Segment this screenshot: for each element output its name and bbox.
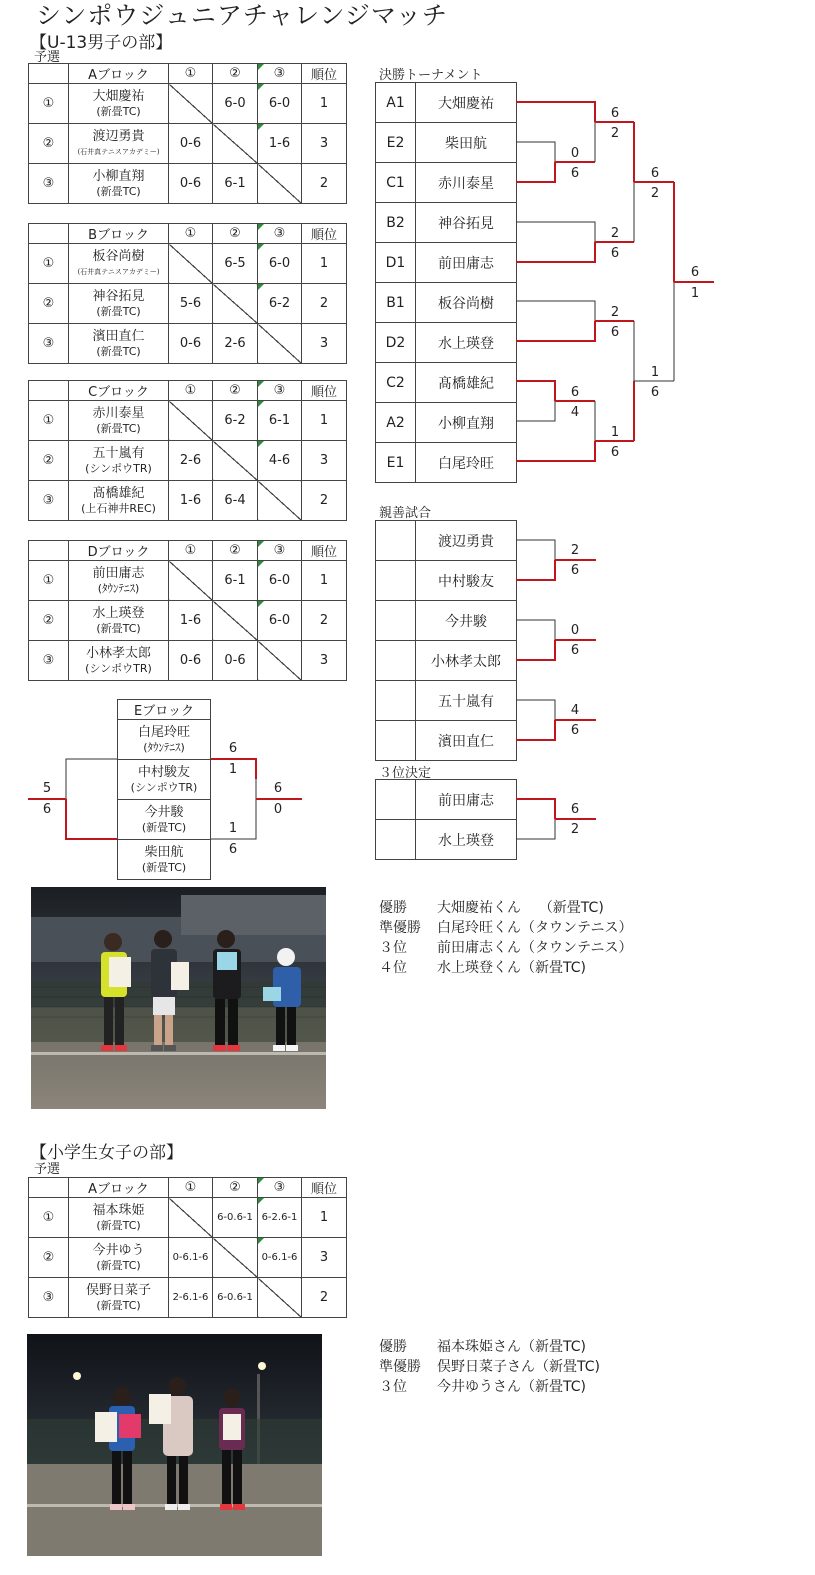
score-label: 6 xyxy=(610,325,620,340)
score-label: 6 xyxy=(570,385,580,400)
block-name: Aブロック xyxy=(69,64,169,84)
score-label: 6 xyxy=(228,741,238,756)
row-number: ② xyxy=(29,1238,69,1278)
block-header-blank xyxy=(29,1178,69,1198)
block-col-header: ③ xyxy=(258,224,302,244)
score-cell: 0-6.1-6 xyxy=(169,1238,213,1278)
seed-cell: D2 xyxy=(376,323,416,363)
score-cell: 6-0 xyxy=(258,561,302,601)
block-col-header: 順位 xyxy=(302,1178,347,1198)
score-cell: 6-0 xyxy=(258,84,302,124)
player-name: 俣野日菜子 xyxy=(85,1282,151,1298)
score-label: 4 xyxy=(570,405,580,420)
score-cell: 6-1 xyxy=(213,164,258,204)
player-club: (新畳TC) xyxy=(96,104,141,118)
score-label: 6 xyxy=(570,723,580,738)
score-cell: 6-0 xyxy=(258,244,302,284)
rank-cell: 2 xyxy=(302,284,347,324)
block-col-header: ③ xyxy=(258,64,302,84)
score-cell: 6-1 xyxy=(213,561,258,601)
block-col-header: ① xyxy=(169,381,213,401)
score-label: 2 xyxy=(610,226,620,241)
player-name: 髙橋雄紀 xyxy=(92,485,145,501)
girls-results xyxy=(379,1337,600,1397)
u13-winners-photo xyxy=(31,887,326,1109)
seed-cell: A1 xyxy=(376,83,416,123)
block-e-name: Eブロック xyxy=(118,700,211,720)
score-cell: 1-6 xyxy=(169,481,213,521)
seed-cell: B1 xyxy=(376,283,416,323)
rank-cell: 2 xyxy=(302,1278,347,1318)
seed-cell: E1 xyxy=(376,443,416,483)
score-cell: 6-5 xyxy=(213,244,258,284)
player-name: 渡辺勇貴 xyxy=(92,128,145,144)
block-col-header: ③ xyxy=(258,381,302,401)
score-cell: 2-6 xyxy=(169,441,213,481)
block-row xyxy=(29,1198,347,1238)
diagonal-cell xyxy=(169,1198,213,1238)
score-label: 2 xyxy=(610,305,620,320)
player-name: 濱田直仁 xyxy=(92,328,145,344)
score-label: 1 xyxy=(228,762,238,777)
player-name: 小林孝太郎 xyxy=(85,645,151,661)
score-label: 6 xyxy=(570,563,580,578)
friendly-player-name: 渡辺勇貴 xyxy=(416,521,517,561)
row-number: ① xyxy=(29,1198,69,1238)
block-col-header: 順位 xyxy=(302,381,347,401)
block-col-header: ③ xyxy=(258,1178,302,1198)
rank-cell: 3 xyxy=(302,641,347,681)
score-cell: 2-6 xyxy=(213,324,258,364)
bracket-player-name: 白尾玲旺 xyxy=(416,443,517,483)
rank-cell: 1 xyxy=(302,561,347,601)
score-label: 1 xyxy=(650,365,660,380)
rank-cell: 2 xyxy=(302,601,347,641)
player-club: (新畳TC) xyxy=(96,344,141,358)
score-label: 6 xyxy=(650,385,660,400)
player-name: 水上瑛登 xyxy=(92,605,145,621)
block-col-header: ① xyxy=(169,224,213,244)
result-row: ３位 今井ゆうさん（新畳TC) xyxy=(379,1379,586,1395)
score-label: 6 xyxy=(570,643,580,658)
score-label: 0 xyxy=(273,802,283,817)
row-number: ③ xyxy=(29,481,69,521)
score-cell: 6-4 xyxy=(213,481,258,521)
result-row: 優勝 大畑慶祐くん （新畳TC) xyxy=(379,900,604,916)
rank-cell: 1 xyxy=(302,244,347,284)
block-col-header: ② xyxy=(213,64,258,84)
player-club: (新畳TC) xyxy=(96,1298,141,1312)
score-label: 0 xyxy=(570,146,580,161)
u13-results xyxy=(379,898,632,978)
result-row: ４位 水上瑛登くん（新畳TC) xyxy=(379,960,586,976)
girls-prelim-label: 予選 xyxy=(34,1162,61,1177)
rank-cell: 1 xyxy=(302,84,347,124)
player-club: (シンポウTR) xyxy=(85,461,152,475)
third-place-player-name: 前田庸志 xyxy=(416,780,517,820)
player-name: 小柳直翔 xyxy=(92,168,145,184)
player-club: (石井真テニスアカデミー) xyxy=(77,147,160,156)
bracket-player-name: 水上瑛登 xyxy=(416,323,517,363)
row-number: ② xyxy=(29,601,69,641)
player-club: (シンポウTR) xyxy=(85,661,152,675)
diagonal-cell xyxy=(213,1238,258,1278)
rank-cell: 2 xyxy=(302,481,347,521)
score-cell: 1-6 xyxy=(169,601,213,641)
row-number: ① xyxy=(29,561,69,601)
score-cell: 6-0.6-1 xyxy=(213,1198,258,1238)
block-name: Aブロック xyxy=(69,1178,169,1198)
block-e-player: 今井駿 (新畳TC) xyxy=(118,800,211,840)
row-number: ③ xyxy=(29,164,69,204)
block-col-header: ③ xyxy=(258,541,302,561)
score-label: 1 xyxy=(690,286,700,301)
seed-cell: C1 xyxy=(376,163,416,203)
block-col-header: ① xyxy=(169,541,213,561)
diagonal-cell xyxy=(258,1278,302,1318)
score-cell: 6-0.6-1 xyxy=(213,1278,258,1318)
player-cell xyxy=(69,1238,169,1278)
score-cell: 0-6 xyxy=(213,641,258,681)
bracket-player-name: 板谷尚樹 xyxy=(416,283,517,323)
player-name: 大畑慶祐 xyxy=(92,88,145,104)
block-col-header: ① xyxy=(169,1178,213,1198)
final-tournament-label: 決勝トーナメント xyxy=(379,68,483,83)
player-name: 赤川泰星 xyxy=(92,405,145,421)
friendly-player-name: 中村駿友 xyxy=(416,561,517,601)
block-col-header: ① xyxy=(169,64,213,84)
seed-cell: A2 xyxy=(376,403,416,443)
row-number: ② xyxy=(29,124,69,164)
block-name: Bブロック xyxy=(69,224,169,244)
block-col-header: ② xyxy=(213,541,258,561)
rank-cell: 1 xyxy=(302,401,347,441)
bracket-player-name: 柴田航 xyxy=(416,123,517,163)
player-club: (新畳TC) xyxy=(96,184,141,198)
row-number: ② xyxy=(29,284,69,324)
player-club: (上石神井REC) xyxy=(81,501,156,515)
block-col-header: ② xyxy=(213,1178,258,1198)
score-label: 2 xyxy=(650,186,660,201)
player-club: (新畳TC) xyxy=(96,1218,141,1232)
result-row: 準優勝 白尾玲旺くん（タウンテニス） xyxy=(379,920,633,936)
u13-heading: 【U-13男子の部】 xyxy=(30,33,173,53)
block-row xyxy=(29,1278,347,1318)
score-label: 6 xyxy=(42,802,52,817)
block-e-player: 中村駿友 (シンポウTR) xyxy=(118,760,211,800)
third-place-player-name: 水上瑛登 xyxy=(416,820,517,860)
score-cell: 0-6 xyxy=(169,641,213,681)
score-cell: 6-2.6-1 xyxy=(258,1198,302,1238)
score-label: 6 xyxy=(610,246,620,261)
row-number: ③ xyxy=(29,641,69,681)
girls-heading: 【小学生女子の部】 xyxy=(30,1143,183,1163)
third-place-label: ３位決定 xyxy=(379,766,432,781)
player-cell xyxy=(69,1198,169,1238)
player-club: (新畳TC) xyxy=(96,1258,141,1272)
player-name: 五十嵐有 xyxy=(92,445,145,461)
score-label: 6 xyxy=(690,265,700,280)
seed-cell: B2 xyxy=(376,203,416,243)
rank-cell: 2 xyxy=(302,164,347,204)
score-cell: 1-6 xyxy=(258,124,302,164)
score-label: 6 xyxy=(610,106,620,121)
score-label: 2 xyxy=(610,126,620,141)
rank-cell: 3 xyxy=(302,124,347,164)
block-col-header: ② xyxy=(213,224,258,244)
player-name: 福本珠姫 xyxy=(92,1202,145,1218)
player-club: (ﾀｳﾝﾃﾆｽ) xyxy=(97,581,140,595)
friendly-player-name: 今井駿 xyxy=(416,601,517,641)
player-club: (新畳TC) xyxy=(96,304,141,318)
player-club: (石井真テニスアカデミー) xyxy=(77,267,160,276)
row-number: ③ xyxy=(29,1278,69,1318)
player-cell xyxy=(69,1278,169,1318)
bracket-player-name: 大畑慶祐 xyxy=(416,83,517,123)
row-number: ① xyxy=(29,401,69,441)
player-club: (新畳TC) xyxy=(96,621,141,635)
page-title: シンポウジュニアチャレンジマッチ xyxy=(36,1,448,30)
rank-cell: 3 xyxy=(302,324,347,364)
score-label: 6 xyxy=(570,166,580,181)
score-cell: 0-6.1-6 xyxy=(258,1238,302,1278)
score-label: 4 xyxy=(570,703,580,718)
friendly-label: 親善試合 xyxy=(379,506,432,521)
score-label: 6 xyxy=(228,842,238,857)
rank-cell: 3 xyxy=(302,1238,347,1278)
score-cell: 0-6 xyxy=(169,164,213,204)
bracket-player-name: 小柳直翔 xyxy=(416,403,517,443)
player-name: 神谷拓見 xyxy=(92,288,145,304)
player-name: 今井ゆう xyxy=(92,1242,145,1258)
score-label: 6 xyxy=(570,802,580,817)
seed-cell: C2 xyxy=(376,363,416,403)
score-cell: 6-0 xyxy=(258,601,302,641)
block-name: Cブロック xyxy=(69,381,169,401)
score-label: 1 xyxy=(610,425,620,440)
score-cell: 6-2 xyxy=(213,401,258,441)
score-cell: 4-6 xyxy=(258,441,302,481)
rank-cell: 3 xyxy=(302,441,347,481)
block-e-player: 白尾玲旺 (ﾀｳﾝﾃﾆｽ) xyxy=(118,720,211,760)
seed-cell: E2 xyxy=(376,123,416,163)
result-row: 優勝 福本珠姫さん（新畳TC) xyxy=(379,1339,586,1355)
block-col-header: 順位 xyxy=(302,224,347,244)
score-label: 2 xyxy=(570,543,580,558)
player-name: 板谷尚樹 xyxy=(92,248,145,264)
row-number: ① xyxy=(29,84,69,124)
score-cell: 2-6.1-6 xyxy=(169,1278,213,1318)
bracket-player-name: 前田庸志 xyxy=(416,243,517,283)
score-cell: 5-6 xyxy=(169,284,213,324)
bracket-player-name: 神谷拓見 xyxy=(416,203,517,243)
block-e-player: 柴田航 (新畳TC) xyxy=(118,840,211,880)
girls-winners-photo xyxy=(27,1334,322,1556)
girls-photo-illustration xyxy=(27,1334,322,1556)
row-number: ① xyxy=(29,244,69,284)
bracket-player-name: 赤川泰星 xyxy=(416,163,517,203)
score-cell: 6-2 xyxy=(258,284,302,324)
score-label: 0 xyxy=(570,623,580,638)
score-cell: 6-0 xyxy=(213,84,258,124)
friendly-player-name: 五十嵐有 xyxy=(416,681,517,721)
friendly-player-name: 濱田直仁 xyxy=(416,721,517,761)
block-col-header: ② xyxy=(213,381,258,401)
friendly-player-name: 小林孝太郎 xyxy=(416,641,517,681)
score-label: 6 xyxy=(650,166,660,181)
score-cell: 0-6 xyxy=(169,124,213,164)
player-club: (新畳TC) xyxy=(96,421,141,435)
seed-cell: D1 xyxy=(376,243,416,283)
rank-cell: 1 xyxy=(302,1198,347,1238)
score-label: 6 xyxy=(610,445,620,460)
bracket-player-name: 髙橋雄紀 xyxy=(416,363,517,403)
row-number: ③ xyxy=(29,324,69,364)
block-col-header: 順位 xyxy=(302,64,347,84)
block-col-header: 順位 xyxy=(302,541,347,561)
score-cell: 0-6 xyxy=(169,324,213,364)
u13-prelim-label: 予選 xyxy=(34,50,61,65)
score-label: 1 xyxy=(228,821,238,836)
block-name: Dブロック xyxy=(69,541,169,561)
player-name: 前田庸志 xyxy=(92,565,145,581)
girls-block-a-table xyxy=(28,1177,347,1318)
result-row: ３位 前田庸志くん（タウンテニス） xyxy=(379,940,633,956)
result-row: 準優勝 俣野日菜子さん（新畳TC) xyxy=(379,1359,600,1375)
score-cell: 6-1 xyxy=(258,401,302,441)
score-label: 5 xyxy=(42,781,52,796)
u13-photo-illustration xyxy=(31,887,326,1109)
block-row xyxy=(29,1238,347,1278)
row-number: ② xyxy=(29,441,69,481)
score-label: 6 xyxy=(273,781,283,796)
score-label: 2 xyxy=(570,822,580,837)
